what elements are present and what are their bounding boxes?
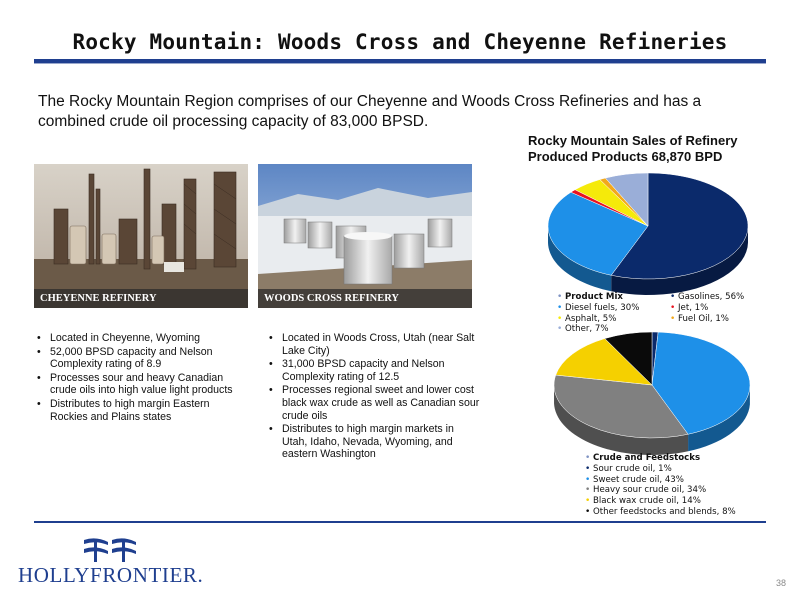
legend-label: Other feedstocks and blends, 8%: [593, 506, 736, 517]
legend-label: Heavy sour crude oil, 34%: [593, 485, 707, 496]
hollyfrontier-logo-text: HOLLYFRONTIER.: [18, 563, 204, 587]
footer-divider: [34, 521, 766, 523]
legend-item: [585, 475, 736, 486]
list-item: • Processes regional sweet and lower cost black wax crude as well as Canadian sour crude oils: [268, 384, 480, 422]
pie-chart-1: [554, 332, 750, 455]
legend-bullet: •: [585, 506, 591, 517]
legend-label: Asphalt, 5%: [565, 313, 617, 324]
legend-bullet: •: [585, 463, 591, 474]
list-item: • Distributes to high margin Eastern Rockies and Plains states: [36, 398, 246, 423]
legend-item: [585, 453, 736, 464]
legend-bullet: •: [670, 302, 676, 313]
legend-bullet: •: [557, 324, 563, 335]
intro-paragraph: The Rocky Mountain Region comprises of our Cheyenne and Woods Cross Refineries and has a combined crude oil processing capacity of 83,000 BPSD.: [38, 93, 702, 130]
legend-item: [585, 507, 736, 518]
page-title: Rocky Mountain: Woods Cross and Cheyenne Refineries: [72, 30, 728, 54]
legend-bullet: •: [557, 292, 563, 302]
legend-bullet: •: [585, 496, 591, 507]
legend-label: Other, 7%: [565, 324, 609, 335]
pie-chart-0: [548, 173, 748, 295]
legend-label: Fuel Oil, 1%: [678, 313, 729, 324]
legend-header: Product Mix: [565, 292, 623, 302]
legend-item: [670, 303, 744, 314]
legend-label: Black wax crude oil, 14%: [593, 496, 701, 507]
legend-item: [557, 324, 639, 335]
legend-item: [585, 464, 736, 475]
woods-cross-photo-caption: WOODS CROSS REFINERY: [258, 289, 472, 308]
legend-header: Crude and Feedstocks: [593, 453, 701, 463]
legend-bullet: •: [585, 453, 591, 463]
legend-item: [557, 292, 639, 303]
product-mix-legend-left: [557, 292, 639, 335]
list-item: • 52,000 BPSD capacity and Nelson Complexity rating of 8.9: [36, 346, 246, 371]
list-item: • Located in Woods Cross, Utah (near Salt Lake City): [268, 332, 480, 357]
legend-bullet: •: [585, 474, 591, 485]
legend-item: [585, 496, 736, 507]
list-item: • Distributes to high margin markets in Utah, Idaho, Nevada, Wyoming, and eastern Washington: [268, 423, 480, 461]
list-item: • Processes sour and heavy Canadian crude oils into high value light products: [36, 372, 246, 397]
legend-label: Sour crude oil, 1%: [593, 463, 672, 474]
legend-item: [670, 314, 744, 325]
list-item: • Located in Cheyenne, Wyoming: [36, 332, 246, 345]
cheyenne-photo-caption: CHEYENNE REFINERY: [34, 289, 248, 308]
legend-label: Sweet crude oil, 43%: [593, 474, 684, 485]
legend-label: Gasolines, 56%: [678, 292, 745, 302]
list-item: • 31,000 BPSD capacity and Nelson Complexity rating of 12.5: [268, 358, 480, 383]
legend-item: [557, 303, 639, 314]
page-number: 38: [776, 578, 787, 588]
legend-bullet: •: [557, 302, 563, 313]
legend-bullet: •: [557, 313, 563, 324]
legend-label: Diesel fuels, 30%: [565, 302, 640, 313]
legend-item: [557, 314, 639, 325]
legend-item: [585, 485, 736, 496]
legend-item: [670, 292, 744, 303]
crude-feedstocks-legend: [585, 453, 736, 518]
product-mix-legend-right: [670, 292, 744, 324]
legend-bullet: •: [670, 313, 676, 324]
legend-bullet: •: [585, 485, 591, 496]
sales-chart-title: Rocky Mountain Sales of Refinery Produced Products 68,870 BPD: [528, 133, 738, 164]
legend-label: Jet, 1%: [678, 302, 709, 313]
legend-bullet: •: [670, 292, 676, 302]
